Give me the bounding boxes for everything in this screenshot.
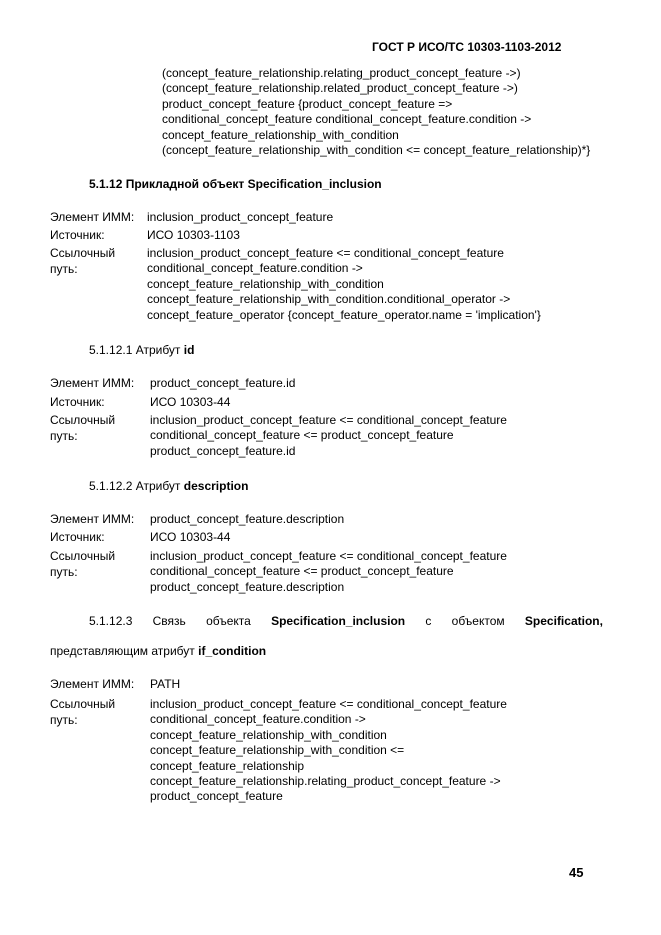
path-line: concept_feature_relationship_with_condition: [150, 727, 387, 742]
path-label: Ссылочный: [50, 697, 116, 711]
path-label: Ссылочный: [50, 246, 116, 260]
element-label: Элемент ИММ:: [50, 512, 135, 526]
path-line: inclusion_product_concept_feature <= conditional_concept_feature: [147, 246, 504, 260]
element-value: inclusion_product_concept_feature: [147, 210, 334, 224]
heading-word: 5.1.12.3: [89, 614, 133, 628]
path-line: product_concept_feature {product_concept_feature =>: [162, 96, 453, 111]
path-line: (concept_feature_relationship.relating_product_concept_feature ->): [162, 66, 521, 80]
heading-word: с: [425, 614, 432, 628]
element-value: PATH: [150, 677, 181, 691]
heading-word: Specification,: [524, 614, 603, 628]
source-value: ИСО 10303-44: [150, 530, 231, 544]
path-line: conditional_concept_feature.condition ->: [150, 712, 366, 727]
heading-word: Связь: [152, 614, 186, 628]
path-label: путь:: [50, 713, 78, 727]
path-label: путь:: [50, 429, 78, 443]
source-label: Источник:: [50, 228, 105, 242]
path-line: conditional_concept_feature conditional_concept_feature.condition ->: [162, 112, 532, 127]
path-line: concept_feature_relationship_with_condition.conditional_operator ->: [147, 292, 511, 307]
attribute-name: id: [183, 343, 195, 357]
heading-prefix: 5.1.12.1 Атрибут: [89, 343, 184, 357]
reference-path: [150, 697, 507, 805]
heading-prefix: представляющим атрибут: [50, 644, 199, 658]
source-label: Источник:: [50, 530, 105, 544]
section-heading: 5.1.12 Прикладной объект Specification_inclusion: [89, 177, 382, 191]
page-number: 45: [569, 865, 584, 880]
attribute-heading: [89, 343, 194, 358]
path-line: conditional_concept_feature <= product_concept_feature: [150, 564, 454, 579]
element-label: Элемент ИММ:: [50, 376, 135, 390]
source-label: Источник:: [50, 395, 105, 409]
path-line: (concept_feature_relationship_with_condition <= concept_feature_relationship)*}: [162, 142, 591, 157]
path-label: путь:: [50, 262, 78, 276]
attribute-name: description: [183, 479, 249, 493]
element-label: Элемент ИММ:: [50, 677, 135, 691]
relation-heading: [89, 614, 603, 629]
path-line: concept_feature_relationship_with_condition: [147, 276, 384, 291]
path-line: product_concept_feature.id: [150, 443, 296, 458]
path-line: (concept_feature_relationship.related_product_concept_feature ->): [162, 81, 518, 96]
path-label: путь:: [50, 565, 78, 579]
heading-word: объекта: [206, 614, 251, 628]
top-path-block: [162, 66, 590, 158]
source-value: ИСО 10303-1103: [147, 228, 240, 242]
path-line: conditional_concept_feature.condition ->: [147, 261, 363, 276]
path-line: concept_feature_relationship.relating_product_concept_feature ->: [150, 773, 501, 788]
reference-path: [150, 549, 507, 595]
path-line: inclusion_product_concept_feature <= conditional_concept_feature: [150, 413, 507, 427]
relation-heading-continuation: [50, 644, 266, 659]
heading-prefix: 5.1.12.2 Атрибут: [89, 479, 184, 493]
path-line: concept_feature_operator {concept_feature_operator.name = 'implication'}: [147, 307, 541, 322]
path-line: concept_feature_relationship_with_condition: [162, 127, 399, 142]
element-value: product_concept_feature.description: [150, 512, 345, 526]
document-id: ГОСТ Р ИСО/ТС 10303-1103-2012: [372, 40, 562, 54]
path-line: inclusion_product_concept_feature <= conditional_concept_feature: [150, 697, 507, 711]
reference-path: [150, 413, 507, 459]
path-line: product_concept_feature.description: [150, 579, 345, 594]
heading-word: Specification_inclusion: [271, 614, 406, 628]
reference-path: [147, 246, 541, 323]
path-line: concept_feature_relationship: [150, 758, 305, 773]
source-value: ИСО 10303-44: [150, 395, 231, 409]
element-value: product_concept_feature.id: [150, 376, 296, 390]
path-line: conditional_concept_feature <= product_concept_feature: [150, 428, 454, 443]
path-label: Ссылочный: [50, 549, 116, 563]
heading-word: объектом: [451, 614, 505, 628]
path-label: Ссылочный: [50, 413, 116, 427]
attribute-name: if_condition: [198, 644, 267, 658]
element-label: Элемент ИММ:: [50, 210, 135, 224]
path-line: concept_feature_relationship_with_condition <=: [150, 743, 405, 758]
path-line: inclusion_product_concept_feature <= conditional_concept_feature: [150, 549, 507, 563]
path-line: product_concept_feature: [150, 789, 283, 804]
attribute-heading: [89, 479, 248, 494]
